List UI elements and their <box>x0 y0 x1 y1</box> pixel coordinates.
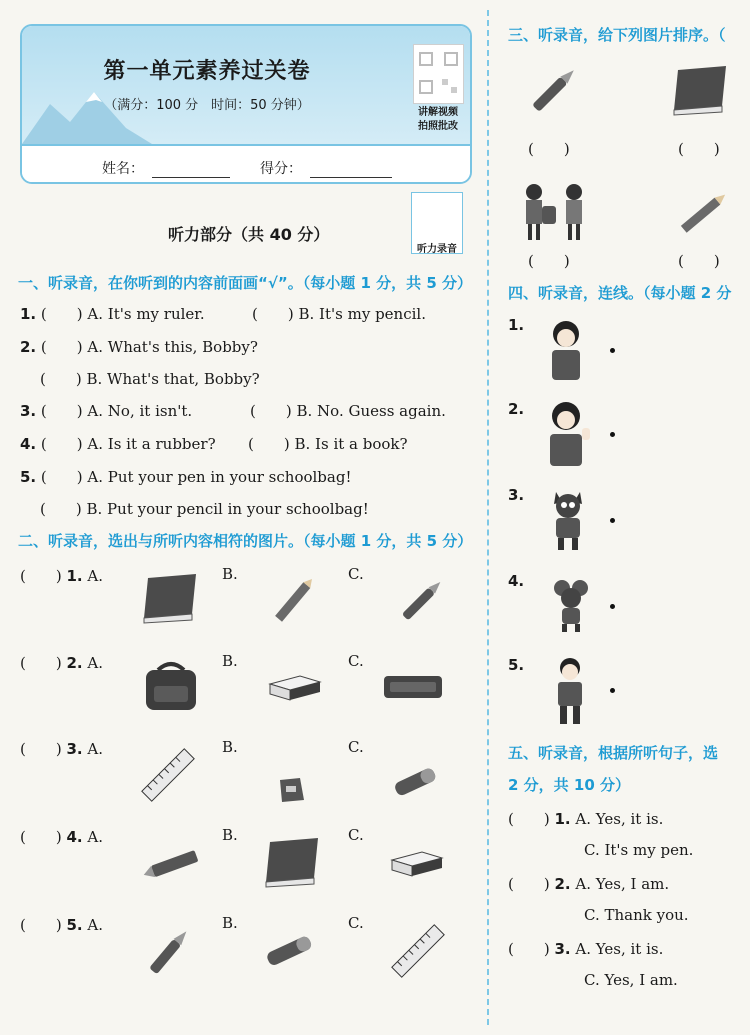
qr-label-line1: 讲解视频 <box>418 107 458 118</box>
option-b-label: B. <box>222 738 238 756</box>
s1-row-5 <box>20 466 351 487</box>
s1-row-2 <box>20 336 258 357</box>
answer-blank[interactable]: ( ) <box>508 940 550 958</box>
header-banner <box>22 26 470 144</box>
woman-character-icon <box>544 400 596 470</box>
exam-subtitle: （满分：100 分 时间：50 分钟） <box>104 98 310 113</box>
audio-label: 听力录音 <box>417 244 457 255</box>
question-number: 1. <box>554 810 571 828</box>
option-a: A. No, it isn't. <box>87 402 193 420</box>
qr-label <box>404 106 472 134</box>
student-info-row <box>22 144 470 184</box>
option-c-label: C. <box>348 565 364 583</box>
option-a-label: A. <box>87 916 104 934</box>
book-icon[interactable] <box>140 572 200 624</box>
answer-blank[interactable]: ( ) <box>20 740 62 758</box>
answer-blank[interactable]: ( ) <box>20 828 62 846</box>
rubber-icon[interactable] <box>266 672 324 702</box>
answer-blank[interactable]: ( ) <box>40 305 83 323</box>
answer-blank[interactable]: ( ) <box>248 435 290 453</box>
answer-blank[interactable]: ( ) <box>528 140 570 158</box>
rubber-icon[interactable] <box>388 848 446 878</box>
score-label: 得分： <box>260 161 302 177</box>
girl-character-icon <box>544 318 594 386</box>
s1-row-5b <box>40 498 369 519</box>
name-field[interactable] <box>152 160 230 178</box>
option-b-label: B. <box>222 914 238 932</box>
exam-title: 第一单元素养过关卷 <box>103 59 311 84</box>
match-dot[interactable] <box>610 688 615 693</box>
answer-blank[interactable]: ( ) <box>678 252 720 270</box>
column-divider <box>487 10 489 1025</box>
option-b: B. It's my pencil. <box>298 305 426 323</box>
sharpener-icon[interactable] <box>276 776 308 804</box>
section5-header-line1: 五、听录音，根据所听句子，选 <box>508 744 719 762</box>
option-b: B. What's that, Bobby? <box>86 370 260 388</box>
option-c-label: C. <box>348 652 364 670</box>
book-icon[interactable] <box>670 64 730 116</box>
option-a: A. Is it a rubber? <box>87 435 216 453</box>
option-a: A. It's my ruler. <box>87 305 205 323</box>
ruler-icon[interactable] <box>388 920 448 982</box>
option-c-label: C. <box>348 914 364 932</box>
pencil-icon[interactable] <box>674 184 734 242</box>
question-number: 3. <box>508 486 525 504</box>
answer-blank[interactable]: ( ) <box>40 500 82 518</box>
match-dot[interactable] <box>610 348 615 353</box>
option-c: C. Thank you. <box>584 906 689 924</box>
s1-row-2b <box>40 368 260 389</box>
listening-title: 听力部分（共 40 分） <box>168 225 330 244</box>
s5-q3 <box>508 938 663 959</box>
pen-icon[interactable] <box>140 924 198 980</box>
name-label: 姓名： <box>102 161 144 177</box>
s1-row-3-b <box>250 400 446 421</box>
s2-q1 <box>20 565 103 586</box>
section1-header: 一、听录音，在你听到的内容前面画“√”。（每小题 1 分，共 5 分） <box>18 274 472 292</box>
pen-icon[interactable] <box>394 574 452 626</box>
option-a: A. Put your pen in your schoolbag! <box>87 468 352 486</box>
s5-q2 <box>508 873 669 894</box>
section2-header: 二、听录音，选出与所听内容相符的图片。（每小题 1 分，共 5 分） <box>18 532 473 550</box>
exam-header <box>20 24 472 184</box>
answer-blank[interactable]: ( ) <box>678 140 720 158</box>
question-number: 4. <box>20 435 37 453</box>
option-b: B. Put your pencil in your schoolbag! <box>86 500 369 518</box>
pencil-case-icon[interactable] <box>382 672 444 702</box>
option-a: A. Yes, it is. <box>575 810 664 828</box>
question-number: 2. <box>20 338 37 356</box>
answer-blank[interactable]: ( ) <box>252 305 294 323</box>
s1-row-4-b <box>248 433 408 454</box>
option-a: A. Yes, it is. <box>575 940 664 958</box>
option-b: B. No. Guess again. <box>296 402 446 420</box>
question-number: 2. <box>508 400 525 418</box>
pen-icon[interactable] <box>522 60 586 120</box>
option-c-label: C. <box>348 738 364 756</box>
question-number: 4. <box>508 572 525 590</box>
pencil-icon[interactable] <box>266 574 324 626</box>
answer-blank[interactable]: ( ) <box>40 435 83 453</box>
match-dot[interactable] <box>610 518 615 523</box>
s2-q3 <box>20 738 103 759</box>
question-number: 2. <box>66 654 83 672</box>
question-number: 2. <box>554 875 571 893</box>
schoolbag-icon[interactable] <box>138 658 204 714</box>
question-number: 3. <box>20 402 37 420</box>
option-a: A. Yes, I am. <box>575 875 670 893</box>
answer-blank[interactable]: ( ) <box>20 654 62 672</box>
option-b: B. Is it a book? <box>294 435 408 453</box>
question-number: 4. <box>66 828 83 846</box>
qr-label-line2: 拍照批改 <box>418 121 458 132</box>
question-number: 1. <box>66 567 83 585</box>
option-a-label: A. <box>87 828 104 846</box>
question-number: 5. <box>20 468 37 486</box>
option-a-label: A. <box>87 654 104 672</box>
question-number: 1. <box>508 316 525 334</box>
mountain-decoration <box>22 84 152 144</box>
section3-header: 三、听录音，给下列图片排序。（ <box>508 26 726 44</box>
option-a-label: A. <box>87 740 104 758</box>
option-c: C. Yes, I am. <box>584 971 678 989</box>
cat-character-icon <box>548 486 590 552</box>
s1-row-1 <box>20 303 205 324</box>
crayon-icon[interactable] <box>140 848 202 882</box>
s1-row-4 <box>20 433 216 454</box>
children-illustration <box>514 180 594 244</box>
answer-blank[interactable]: ( ) <box>20 916 62 934</box>
question-number: 5. <box>66 916 83 934</box>
answer-blank[interactable]: ( ) <box>40 468 83 486</box>
option-c-label: C. <box>348 826 364 844</box>
option-c: C. It's my pen. <box>584 841 694 859</box>
book-icon[interactable] <box>262 836 322 888</box>
answer-blank[interactable]: ( ) <box>40 402 83 420</box>
s2-q2 <box>20 652 103 673</box>
s1-row-1-b <box>252 303 426 324</box>
answer-blank[interactable]: ( ) <box>40 370 82 388</box>
option-b-label: B. <box>222 652 238 670</box>
answer-blank[interactable]: ( ) <box>528 252 570 270</box>
s1-row-3 <box>20 400 192 421</box>
question-number: 3. <box>554 940 571 958</box>
glue-icon[interactable] <box>392 764 442 798</box>
match-dot[interactable] <box>610 432 615 437</box>
s2-q4 <box>20 826 103 847</box>
answer-blank[interactable]: ( ) <box>20 567 62 585</box>
answer-blank[interactable]: ( ) <box>40 338 83 356</box>
glue-icon[interactable] <box>264 932 318 968</box>
answer-blank[interactable]: ( ) <box>250 402 292 420</box>
section5-header-line2: 2 分，共 10 分） <box>508 776 630 794</box>
mouse-character-icon <box>550 578 596 632</box>
option-b-label: B. <box>222 826 238 844</box>
answer-blank[interactable]: ( ) <box>508 810 550 828</box>
boy-character-icon <box>552 656 592 726</box>
option-b-label: B. <box>222 565 238 583</box>
qr-code-icon[interactable] <box>413 44 464 104</box>
option-a: A. What's this, Bobby? <box>87 338 258 356</box>
answer-blank[interactable]: ( ) <box>508 875 550 893</box>
match-dot[interactable] <box>610 604 615 609</box>
s2-q5 <box>20 914 103 935</box>
section4-header: 四、听录音，连线。（每小题 2 分 <box>508 284 732 302</box>
s5-q1 <box>508 808 663 829</box>
ruler-icon[interactable] <box>138 744 198 806</box>
score-field[interactable] <box>310 160 392 178</box>
question-number: 5. <box>508 656 525 674</box>
option-a-label: A. <box>87 567 104 585</box>
question-number: 3. <box>66 740 83 758</box>
question-number: 1. <box>20 305 37 323</box>
